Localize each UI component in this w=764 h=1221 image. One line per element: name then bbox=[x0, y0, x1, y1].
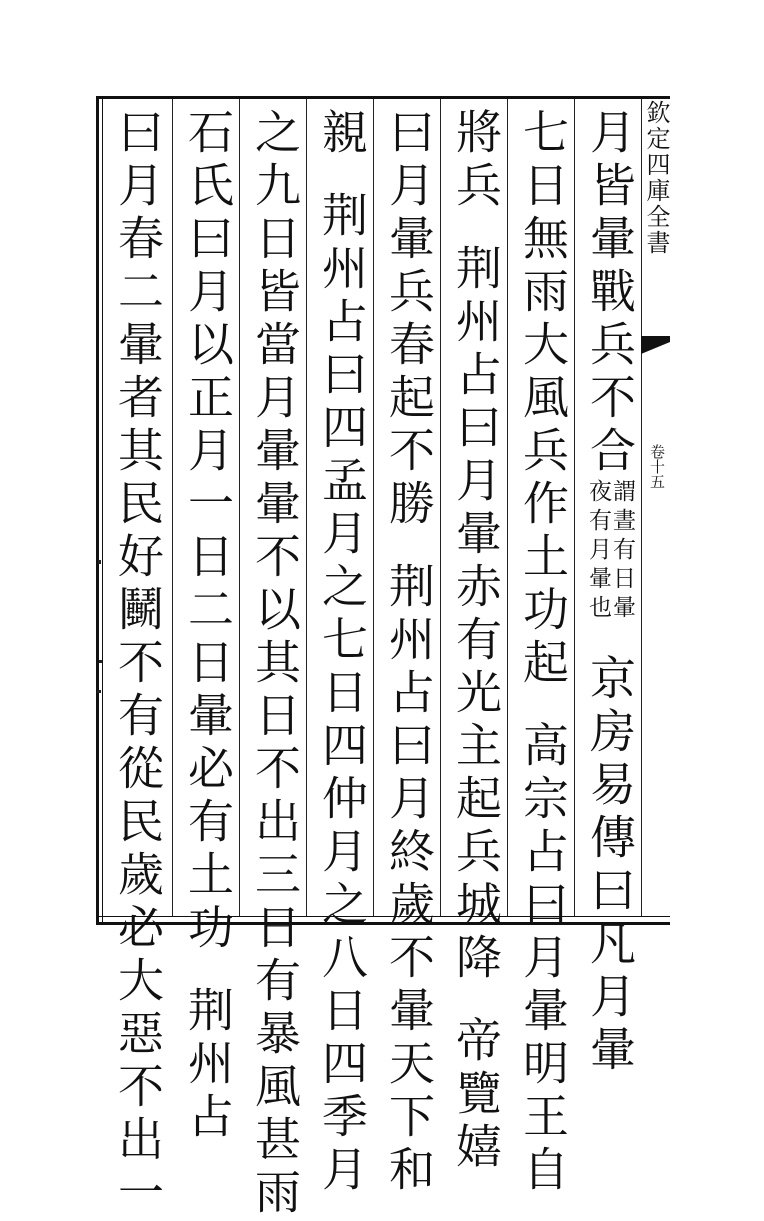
text-column-6 bbox=[248, 108, 302, 1221]
text-segment: 曰月春二暈者其民好鬭不有從民歲必大惡不出一 bbox=[111, 108, 165, 1221]
text-segment: 高宗占曰月暈明王自 bbox=[516, 721, 570, 1198]
text-column-1 bbox=[583, 108, 637, 1078]
column-divider bbox=[239, 99, 240, 916]
volume-label: 卷十五 bbox=[648, 444, 666, 489]
column-divider bbox=[440, 99, 441, 916]
text-segment: 七日無雨大風兵作土功起 bbox=[516, 108, 570, 691]
text-gap bbox=[342, 161, 343, 191]
fishtail-mark bbox=[641, 336, 670, 354]
ink-speck bbox=[99, 660, 102, 663]
text-segment: 將兵 bbox=[449, 108, 503, 214]
column-divider bbox=[306, 99, 307, 916]
text-segment: 荆州占曰月暈赤有光主起兵城降 bbox=[449, 244, 503, 986]
margin-column bbox=[641, 96, 670, 922]
text-column-2 bbox=[516, 108, 570, 1198]
text-segment: 月皆暈戰兵不合 bbox=[583, 108, 637, 479]
column-divider bbox=[574, 99, 575, 916]
text-gap bbox=[208, 956, 209, 986]
text-column-5 bbox=[315, 108, 369, 1198]
interlinear-note bbox=[586, 479, 634, 624]
text-segment: 之九日皆當月暈暈不以其日不出三日有暴風甚雨 bbox=[248, 108, 302, 1221]
text-column-3 bbox=[449, 108, 503, 1175]
text-segment: 荆州占 bbox=[181, 986, 235, 1145]
text-column-4 bbox=[382, 108, 436, 1198]
top-border bbox=[96, 96, 670, 99]
column-divider bbox=[172, 99, 173, 916]
column-divider bbox=[373, 99, 374, 916]
text-segment: 帝覽嬉 bbox=[449, 1016, 503, 1175]
page-frame bbox=[96, 96, 670, 1221]
text-column-8 bbox=[111, 108, 165, 1221]
text-gap bbox=[409, 532, 410, 562]
text-gap bbox=[610, 624, 611, 654]
text-segment: 親 bbox=[315, 108, 369, 161]
note-line: 夜有月暈也 bbox=[585, 479, 611, 624]
left-border bbox=[96, 96, 99, 925]
text-segment: 荆州占曰月終歲不暈天下和 bbox=[382, 562, 436, 1198]
note-line: 謂晝有日暈 bbox=[609, 479, 635, 624]
text-gap bbox=[476, 214, 477, 244]
ink-speck bbox=[98, 560, 101, 564]
text-segment: 荆州占曰四孟月之七日四仲月之八日四季月 bbox=[315, 191, 369, 1198]
text-gap bbox=[543, 691, 544, 721]
text-segment: 曰月暈兵春起不勝 bbox=[382, 108, 436, 532]
column-divider bbox=[507, 99, 508, 916]
text-column-7 bbox=[181, 108, 235, 1145]
text-segment: 京房易傳曰凡月暈 bbox=[583, 654, 637, 1078]
book-title: 欽定四庫全書 bbox=[642, 100, 670, 256]
text-segment: 石氏曰月以正月一日二日暈必有土功 bbox=[181, 108, 235, 956]
ink-speck bbox=[97, 690, 101, 693]
text-gap bbox=[476, 986, 477, 1016]
left-inner-border bbox=[102, 96, 103, 925]
